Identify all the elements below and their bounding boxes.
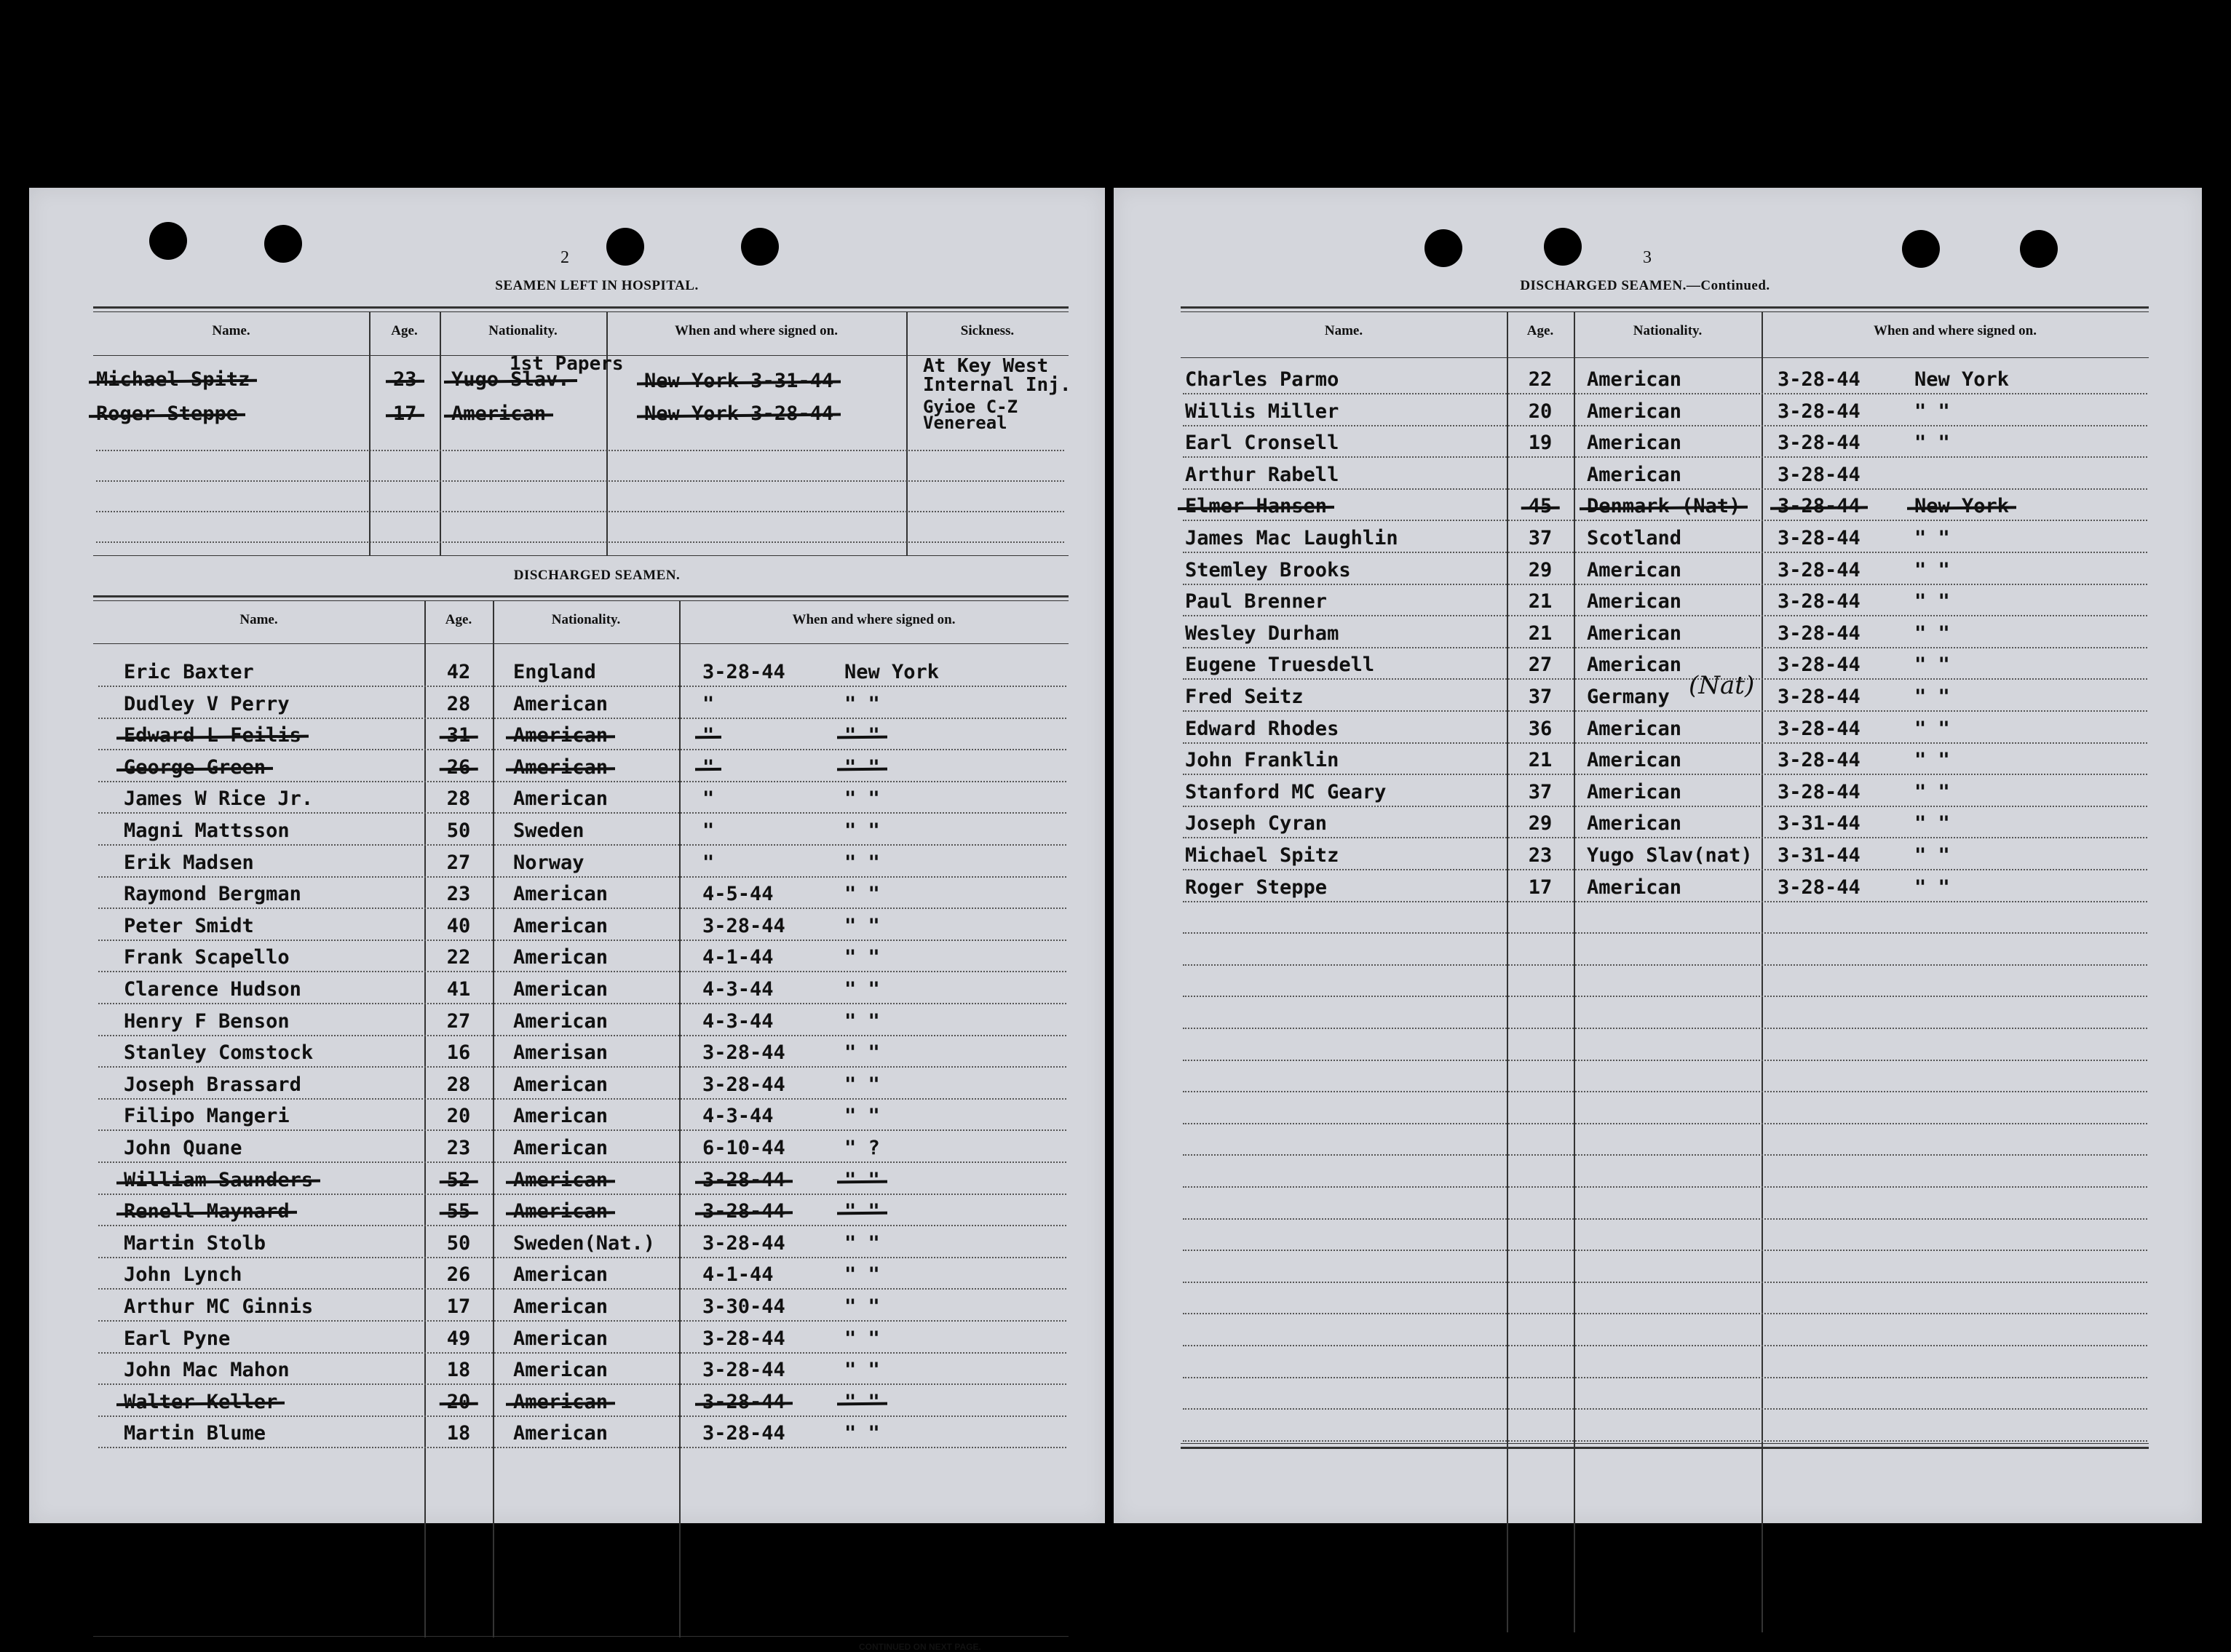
signed-place: " " bbox=[844, 724, 880, 747]
seaman-nationality: Sweden(Nat.) bbox=[513, 1232, 656, 1255]
seaman-name: Clarence Hudson bbox=[124, 978, 301, 1001]
column-header-signed: When and where signed on. bbox=[792, 612, 956, 627]
column-header-age: Age. bbox=[391, 323, 418, 338]
seaman-age: 28 bbox=[446, 693, 471, 715]
seaman-nationality: England bbox=[513, 661, 596, 683]
seaman-age: 27 bbox=[446, 1010, 471, 1033]
signed-date: 3-28-44 bbox=[1778, 432, 1861, 454]
seaman-name: Renell Maynard bbox=[124, 1200, 290, 1223]
seaman-age: 50 bbox=[446, 1232, 471, 1255]
seaman-name: Willis Miller bbox=[1185, 400, 1339, 423]
signed-date: 6-10-44 bbox=[702, 1137, 785, 1159]
sickness: At Key West Internal Inj. bbox=[923, 355, 1071, 396]
seaman-name: Earl Pyne bbox=[124, 1327, 231, 1350]
seaman-name: Joseph Brassard bbox=[124, 1073, 301, 1096]
seaman-name: John Franklin bbox=[1185, 749, 1339, 771]
signed-place: " " bbox=[844, 1105, 880, 1127]
seaman-nationality: American bbox=[1587, 876, 1682, 899]
seaman-age: 50 bbox=[446, 819, 471, 842]
seaman-age: 36 bbox=[1528, 718, 1553, 740]
signed-date: 3-28-44 bbox=[1778, 590, 1861, 613]
signed-place: " " bbox=[1914, 781, 1950, 803]
seaman-nationality: American bbox=[513, 1200, 609, 1223]
column-divider bbox=[424, 600, 426, 1637]
signed-date: 4-3-44 bbox=[702, 1105, 774, 1127]
seaman-age: 52 bbox=[446, 1169, 471, 1191]
seaman-nationality: Amerisan bbox=[513, 1041, 609, 1064]
signed-place: New York bbox=[1914, 495, 2010, 517]
seaman-nationality: American bbox=[513, 1263, 609, 1286]
seaman-nationality: American bbox=[1587, 781, 1682, 803]
seaman-nationality: American bbox=[1587, 718, 1682, 740]
signed-date: 4-1-44 bbox=[702, 1263, 774, 1286]
seaman-name: Dudley V Perry bbox=[124, 693, 290, 715]
column-header-nationality: Nationality. bbox=[488, 323, 558, 338]
seaman-nationality: American bbox=[1587, 559, 1682, 581]
seaman-name: Joseph Cyran bbox=[1185, 812, 1328, 835]
binder-hole bbox=[606, 228, 644, 266]
seaman-name: Erik Madsen bbox=[124, 851, 254, 874]
signed-date: 3-28-44 bbox=[1778, 654, 1861, 676]
seaman-age: 17 bbox=[393, 402, 417, 425]
seaman-age: 22 bbox=[446, 946, 471, 969]
seaman-nationality: American bbox=[513, 883, 609, 905]
signed-place: " " bbox=[1914, 844, 1950, 867]
seaman-name: Edward L Feilis bbox=[124, 724, 301, 747]
seaman-age: 31 bbox=[446, 724, 471, 747]
signed-date: 3-28-44 bbox=[1778, 527, 1861, 549]
signed-date: 3-30-44 bbox=[702, 1295, 785, 1318]
seaman-name: George Green bbox=[124, 756, 266, 779]
column-header-age: Age. bbox=[1526, 323, 1554, 338]
signed-place: " ? bbox=[844, 1137, 880, 1159]
seaman-name: Peter Smidt bbox=[124, 915, 254, 937]
signed-place: " " bbox=[844, 693, 880, 715]
seaman-age: 42 bbox=[446, 661, 471, 683]
table-top-rule bbox=[93, 306, 1069, 309]
signed-date: 3-28-44 bbox=[702, 661, 785, 683]
signed-date: 4-3-44 bbox=[702, 1010, 774, 1033]
seaman-age: 23 bbox=[393, 368, 417, 391]
signed-place: " " bbox=[844, 978, 880, 1001]
seaman-nationality: American bbox=[513, 787, 609, 810]
seaman-name: Roger Steppe bbox=[96, 402, 239, 425]
signed-place: " " bbox=[1914, 654, 1950, 676]
seaman-name: Magni Mattsson bbox=[124, 819, 290, 842]
seaman-age: 37 bbox=[1528, 781, 1553, 803]
seaman-name: James Mac Laughlin bbox=[1185, 527, 1398, 549]
seaman-nationality: American bbox=[513, 1010, 609, 1033]
seaman-name: James W Rice Jr. bbox=[124, 787, 314, 810]
seaman-name: Roger Steppe bbox=[1185, 876, 1328, 899]
column-divider bbox=[1574, 311, 1575, 1632]
signed-place: New York bbox=[844, 661, 940, 683]
seaman-age: 41 bbox=[446, 978, 471, 1001]
seaman-nationality: American bbox=[1587, 368, 1682, 391]
signed-date: 3-31-44 bbox=[1778, 812, 1861, 835]
binder-hole bbox=[741, 228, 779, 266]
column-divider bbox=[440, 311, 441, 555]
binder-hole bbox=[2020, 230, 2058, 268]
seaman-name: Wesley Durham bbox=[1185, 622, 1339, 645]
binder-hole bbox=[1902, 230, 1940, 268]
seaman-nationality: American bbox=[1587, 590, 1682, 613]
seaman-nationality: American bbox=[451, 402, 547, 425]
signed-date: 3-31-44 bbox=[1778, 844, 1861, 867]
signed-date: 3-28-44 bbox=[1778, 749, 1861, 771]
seaman-nationality: American bbox=[513, 978, 609, 1001]
seaman-name: Walter Keller bbox=[124, 1391, 278, 1413]
signed-date: " bbox=[702, 756, 715, 779]
signed-place: " " bbox=[844, 1327, 880, 1350]
column-divider bbox=[1762, 311, 1763, 1632]
seaman-name: Fred Seitz bbox=[1185, 686, 1304, 708]
seaman-nationality: American bbox=[513, 1359, 609, 1381]
signed-place: " " bbox=[844, 1359, 880, 1381]
signed-place: " " bbox=[844, 1073, 880, 1096]
signed-date: 3-28-44 bbox=[1778, 368, 1861, 391]
binder-hole bbox=[264, 225, 302, 263]
column-header-age: Age. bbox=[445, 612, 472, 627]
seaman-name: Eric Baxter bbox=[124, 661, 254, 683]
column-divider bbox=[493, 600, 494, 1637]
seaman-age: 22 bbox=[1528, 368, 1553, 391]
seaman-age: 16 bbox=[446, 1041, 471, 1064]
signed-date: 3-28-44 bbox=[702, 915, 785, 937]
signed-place: " " bbox=[844, 1010, 880, 1033]
signed-date: 3-28-44 bbox=[1778, 686, 1861, 708]
signed-date: 3-28-44 bbox=[1778, 718, 1861, 740]
seaman-nationality: American bbox=[513, 1073, 609, 1096]
right-section-title: DISCHARGED SEAMEN.—Continued. bbox=[1520, 278, 1770, 293]
signed-place: " " bbox=[1914, 559, 1950, 581]
seaman-nationality: Germany bbox=[1587, 686, 1670, 708]
signed-date: 3-28-44 bbox=[702, 1359, 785, 1381]
seaman-name: John Quane bbox=[124, 1137, 242, 1159]
signed-place: " " bbox=[844, 756, 880, 779]
signed-date: 3-28-44 bbox=[702, 1391, 785, 1413]
seaman-name: Frank Scapello bbox=[124, 946, 290, 969]
seaman-age: 20 bbox=[446, 1105, 471, 1127]
seaman-age: 18 bbox=[446, 1359, 471, 1381]
signed-date: 3-28-44 bbox=[1778, 876, 1861, 899]
signed-date: 3-28-44 bbox=[702, 1169, 785, 1191]
signed-place: " " bbox=[844, 819, 880, 842]
seaman-nationality: American bbox=[513, 724, 609, 747]
seaman-name: Martin Blume bbox=[124, 1422, 266, 1445]
seaman-nationality: Norway bbox=[513, 851, 585, 874]
seaman-age: 55 bbox=[446, 1200, 471, 1223]
signed-date: 3-28-44 bbox=[1778, 559, 1861, 581]
signed-place: " " bbox=[844, 851, 880, 874]
column-header-nationality: Nationality. bbox=[551, 612, 621, 627]
signed-date: 3-28-44 bbox=[1778, 781, 1861, 803]
signed-date: " bbox=[702, 724, 715, 747]
signed-place: " " bbox=[1914, 527, 1950, 549]
signed-date: 3-28-44 bbox=[1778, 464, 1861, 486]
sickness: Gyioe C-Z Venereal bbox=[923, 397, 1018, 433]
table-top-rule bbox=[93, 311, 1069, 312]
signed-place: " " bbox=[844, 1263, 880, 1286]
hospital-section-title: SEAMEN LEFT IN HOSPITAL. bbox=[495, 278, 699, 293]
seaman-age: 18 bbox=[446, 1422, 471, 1445]
signed-date: " bbox=[702, 693, 715, 715]
signed-date: 3-28-44 bbox=[702, 1327, 785, 1350]
column-divider bbox=[679, 600, 681, 1637]
signed-place: " " bbox=[844, 1232, 880, 1255]
seaman-name: Michael Spitz bbox=[96, 368, 250, 391]
signed-date: 3-28-44 bbox=[702, 1232, 785, 1255]
seaman-age: 17 bbox=[446, 1295, 471, 1318]
seaman-nationality: American bbox=[513, 756, 609, 779]
signed-place: " " bbox=[1914, 622, 1950, 645]
signed-place: " " bbox=[844, 915, 880, 937]
seaman-name: Stanford MC Geary bbox=[1185, 781, 1387, 803]
seaman-age: 20 bbox=[1528, 400, 1553, 423]
signed-place: " " bbox=[844, 946, 880, 969]
seaman-name: Arthur MC Ginnis bbox=[124, 1295, 314, 1318]
signed-place: " " bbox=[1914, 718, 1950, 740]
seaman-nationality: American bbox=[513, 1169, 609, 1191]
signed-date: 4-1-44 bbox=[702, 946, 774, 969]
signed-place: " " bbox=[844, 1041, 880, 1064]
seaman-name: Charles Parmo bbox=[1185, 368, 1339, 391]
signed-place: New York bbox=[1914, 368, 2010, 391]
seaman-name: Stanley Comstock bbox=[124, 1041, 314, 1064]
signed-date: 3-28-44 bbox=[1778, 495, 1861, 517]
binder-hole bbox=[1424, 229, 1462, 267]
seaman-age: 19 bbox=[1528, 432, 1553, 454]
seaman-nationality: American bbox=[513, 1295, 609, 1318]
seaman-age: 21 bbox=[1528, 622, 1553, 645]
seaman-nationality: American bbox=[1587, 654, 1682, 676]
signed-place: " " bbox=[1914, 400, 1950, 423]
seaman-age: 23 bbox=[446, 883, 471, 905]
seaman-name: Eugene Truesdell bbox=[1185, 654, 1375, 676]
seaman-nationality: American bbox=[513, 1391, 609, 1413]
column-divider bbox=[1507, 311, 1508, 1632]
column-divider bbox=[606, 311, 608, 555]
seaman-nationality: American bbox=[513, 1327, 609, 1350]
signed-place: " " bbox=[1914, 812, 1950, 835]
seaman-name: Arthur Rabell bbox=[1185, 464, 1339, 486]
page-number: 2 bbox=[560, 248, 569, 267]
seaman-name: John Mac Mahon bbox=[124, 1359, 290, 1381]
signed-date: 3-28-44 bbox=[702, 1422, 785, 1445]
seaman-age: 21 bbox=[1528, 590, 1553, 613]
seaman-nationality: Denmark (Nat) bbox=[1587, 495, 1741, 517]
seaman-nationality: American bbox=[513, 946, 609, 969]
signed-place: " " bbox=[844, 1295, 880, 1318]
column-header-nationality: Nationality. bbox=[1633, 323, 1703, 338]
seaman-nationality: American bbox=[1587, 622, 1682, 645]
signed-date: 3-28-44 bbox=[702, 1200, 785, 1223]
seaman-name: Michael Spitz bbox=[1185, 844, 1339, 867]
column-header-name: Name. bbox=[1324, 323, 1363, 338]
signed-place: " " bbox=[1914, 749, 1950, 771]
seaman-name: Martin Stolb bbox=[124, 1232, 266, 1255]
seaman-name: Stemley Brooks bbox=[1185, 559, 1351, 581]
signed-date: 3-28-44 bbox=[702, 1041, 785, 1064]
column-header-sickness: Sickness. bbox=[960, 323, 1015, 338]
signed-place: " " bbox=[844, 1200, 880, 1223]
seaman-nationality: American bbox=[513, 1422, 609, 1445]
seaman-name: Henry F Benson bbox=[124, 1010, 290, 1033]
column-divider bbox=[906, 311, 908, 555]
signed-place: " " bbox=[1914, 686, 1950, 708]
seaman-nationality: American bbox=[1587, 432, 1682, 454]
signed-place: " " bbox=[844, 883, 880, 905]
handwritten-annotation: (Nat) bbox=[1689, 671, 1755, 700]
seaman-age: 45 bbox=[1528, 495, 1553, 517]
signed-date: " bbox=[702, 787, 715, 810]
hospital-note: 1st Papers bbox=[510, 353, 624, 375]
column-header-name: Name. bbox=[212, 323, 250, 338]
seaman-age: 26 bbox=[446, 756, 471, 779]
signed-date: " bbox=[702, 851, 715, 874]
column-header-signed: When and where signed on. bbox=[1873, 323, 2037, 338]
seaman-nationality: Yugo Slav. bbox=[451, 368, 570, 391]
seaman-nationality: American bbox=[513, 1137, 609, 1159]
page-number: 3 bbox=[1643, 248, 1652, 267]
column-header-signed: When and where signed on. bbox=[674, 323, 838, 338]
seaman-age: 37 bbox=[1528, 527, 1553, 549]
seaman-age: 49 bbox=[446, 1327, 471, 1350]
seaman-name: Edward Rhodes bbox=[1185, 718, 1339, 740]
seaman-name: Raymond Bergman bbox=[124, 883, 301, 905]
seaman-age: 17 bbox=[1528, 876, 1553, 899]
seaman-nationality: American bbox=[513, 693, 609, 715]
seaman-age: 29 bbox=[1528, 559, 1553, 581]
column-header-name: Name. bbox=[239, 612, 278, 627]
seaman-age: 37 bbox=[1528, 686, 1553, 708]
seaman-nationality: American bbox=[1587, 464, 1682, 486]
signed-date: 3-28-44 bbox=[1778, 400, 1861, 423]
signed-on: New York 3-31-44 bbox=[644, 370, 834, 392]
seaman-age: 28 bbox=[446, 1073, 471, 1096]
seaman-nationality: Sweden bbox=[513, 819, 585, 842]
continued-note: CONTINUED ON NEXT PAGE. bbox=[859, 1642, 981, 1652]
seaman-nationality: American bbox=[513, 1105, 609, 1127]
discharged-section-title: DISCHARGED SEAMEN. bbox=[513, 568, 681, 583]
signed-place: " " bbox=[1914, 876, 1950, 899]
seaman-age: 40 bbox=[446, 915, 471, 937]
seaman-nationality: American bbox=[1587, 812, 1682, 835]
seaman-age: 26 bbox=[446, 1263, 471, 1286]
seaman-nationality: American bbox=[1587, 400, 1682, 423]
signed-place: " " bbox=[1914, 590, 1950, 613]
seaman-name: Elmer Hansen bbox=[1185, 495, 1328, 517]
signed-date: " bbox=[702, 819, 715, 842]
seaman-name: John Lynch bbox=[124, 1263, 242, 1286]
seaman-age: 27 bbox=[446, 851, 471, 874]
signed-date: 3-28-44 bbox=[1778, 622, 1861, 645]
signed-date: 3-28-44 bbox=[702, 1073, 785, 1096]
seaman-nationality: Yugo Slav(nat) bbox=[1587, 844, 1753, 867]
seaman-nationality: American bbox=[1587, 749, 1682, 771]
seaman-age: 23 bbox=[446, 1137, 471, 1159]
signed-place: " " bbox=[844, 1169, 880, 1191]
seaman-name: Earl Cronsell bbox=[1185, 432, 1339, 454]
seaman-age: 21 bbox=[1528, 749, 1553, 771]
signed-on: New York 3-28-44 bbox=[644, 402, 834, 425]
signed-place: " " bbox=[844, 787, 880, 810]
signed-date: 4-5-44 bbox=[702, 883, 774, 905]
signed-place: " " bbox=[844, 1422, 880, 1445]
binder-hole bbox=[1544, 228, 1582, 266]
signed-place: " " bbox=[844, 1391, 880, 1413]
seaman-name: William Saunders bbox=[124, 1169, 314, 1191]
seaman-age: 29 bbox=[1528, 812, 1553, 835]
binder-hole bbox=[149, 222, 187, 260]
left-page bbox=[29, 188, 1105, 1652]
seaman-age: 27 bbox=[1528, 654, 1553, 676]
column-divider bbox=[369, 311, 370, 555]
seaman-nationality: American bbox=[513, 915, 609, 937]
seaman-age: 28 bbox=[446, 787, 471, 810]
seaman-age: 20 bbox=[446, 1391, 471, 1413]
signed-place: " " bbox=[1914, 432, 1950, 454]
signed-date: 4-3-44 bbox=[702, 978, 774, 1001]
right-page bbox=[1114, 188, 2202, 1523]
seaman-age: 23 bbox=[1528, 844, 1553, 867]
seaman-nationality: Scotland bbox=[1587, 527, 1682, 549]
seaman-name: Filipo Mangeri bbox=[124, 1105, 290, 1127]
seaman-name: Paul Brenner bbox=[1185, 590, 1328, 613]
